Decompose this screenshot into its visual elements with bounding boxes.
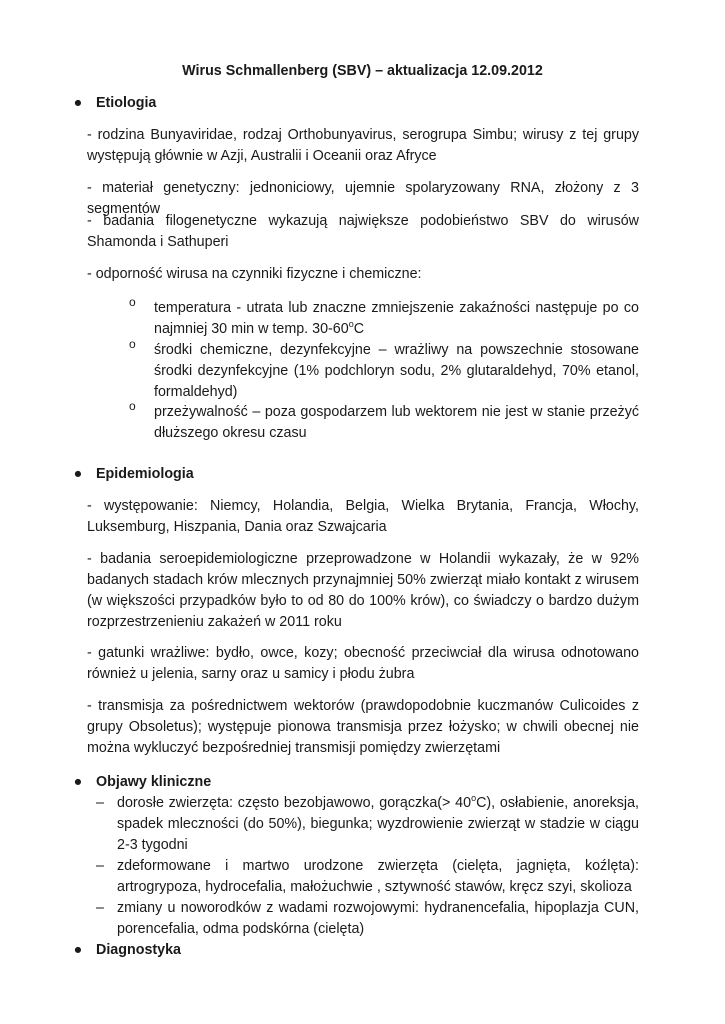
section-title: Diagnostyka bbox=[96, 942, 182, 958]
paragraph: - badania seroepidemiologiczne przeprowadzone w Holandii wykazały, że w 92% badanych stadach krów mlecznych przynajmniej 50% zwierząt miało kontakt z wirusem (w większości przypadków było to od 80 do 100% krów), co świadczy o bardzo dużym rozprzestrzenieniu zakażeń w 2011 roku bbox=[87, 551, 639, 630]
paragraph: - transmisja za pośrednictwem wektorów (prawdopodobnie kuczmanów Culicoides z grupy Obsoletus); występuje pionowa transmisja przez łożysko; w chwili obecnej nie można wykluczyć bezpośredniej transmisji pomiędzy zwierzętami bbox=[87, 698, 639, 756]
paragraph: - odporność wirusa na czynniki fizyczne i chemiczne: bbox=[87, 266, 422, 282]
list-item-text: dorosłe zwierzęta: często bezobjawowo, gorączka(> $40^oC$), osłabienie, anoreksja, spadek mleczności (do 50%), biegunka; wyzdrowienie zwierząt w stadzie w ciągu 2-3 tygodni bbox=[117, 793, 639, 853]
section-title: Etiologia bbox=[96, 95, 157, 111]
paragraph: - gatunki wrażliwe: bydło, owce, kozy; obecność przeciwciał dla wirusa odnotowano również u jelenia, sarny oraz u samicy i płodu żubra bbox=[87, 645, 639, 682]
bullet-icon: ● bbox=[73, 95, 83, 111]
list-item-text: temperatura - utrata lub znaczne zmniejszenie zakaźności następuje po co najmniej 30 min w temp. 30-60$^o$C bbox=[154, 300, 639, 337]
list-item-text: zdeformowane i martwo urodzone zwierzęta (cielęta, jagnięta, koźlęta): artrogrypoza, hydrocefalia, małożuchwie , sztywność stawów, kręcz szyi, skolioza bbox=[117, 858, 639, 895]
bullet-icon: ● bbox=[73, 466, 83, 482]
circle-bullet-icon: o bbox=[129, 295, 136, 309]
bullet-icon: ● bbox=[73, 774, 83, 790]
dash-bullet-icon: – bbox=[96, 795, 104, 811]
dash-bullet-icon: – bbox=[96, 858, 104, 874]
list-item-text: środki chemiczne, dezynfekcyjne – wrażliwy na powszechnie stosowane środki dezynfekcyjne (1% podchloryn sodu, 2% glutaraldehyd, 70% etanol, formaldehyd) bbox=[154, 342, 639, 400]
circle-bullet-icon: o bbox=[129, 337, 136, 351]
document-title: Wirus Schmallenberg (SBV) – aktualizacja 12.09.2012 bbox=[182, 63, 543, 79]
section-etiologia-heading bbox=[0, 93, 725, 114]
section-epidemiologia-heading bbox=[0, 464, 725, 485]
circle-bullet-icon: o bbox=[129, 399, 136, 413]
list-item-text: przeżywalność – poza gospodarzem lub wektorem nie jest w stanie przeżyć dłuższego okresu czasu bbox=[154, 404, 639, 441]
section-title: Epidemiologia bbox=[96, 466, 194, 482]
section-title: Objawy kliniczne bbox=[96, 774, 212, 790]
bullet-icon: ● bbox=[73, 942, 83, 958]
paragraph: - występowanie: Niemcy, Holandia, Belgia, Wielka Brytania, Francja, Włochy, Luksemburg, Hiszpania, Dania oraz Szwajcaria bbox=[87, 498, 639, 535]
paragraph: - rodzina Bunyaviridae, rodzaj Orthobunyavirus, serogrupa Simbu; wirusy z tej grupy występują głównie w Azji, Australii i Oceanii oraz Afryce bbox=[87, 127, 639, 164]
paragraph: - badania filogenetyczne wykazują największe podobieństwo SBV do wirusów Shamonda i Sathuperi bbox=[87, 213, 639, 250]
list-item-text: zmiany u noworodków z wadami rozwojowymi: hydranencefalia, hipoplazja CUN, porencefalia, odma podskórna (cielęta) bbox=[117, 900, 639, 937]
dash-bullet-icon: – bbox=[96, 900, 104, 916]
section-diagnostyka-heading bbox=[0, 940, 725, 961]
paragraph: - materiał genetyczny: jednoniciowy, ujemnie spolaryzowany RNA, złożony z 3 segmentów bbox=[87, 180, 639, 217]
section-objawy-heading bbox=[0, 772, 725, 793]
